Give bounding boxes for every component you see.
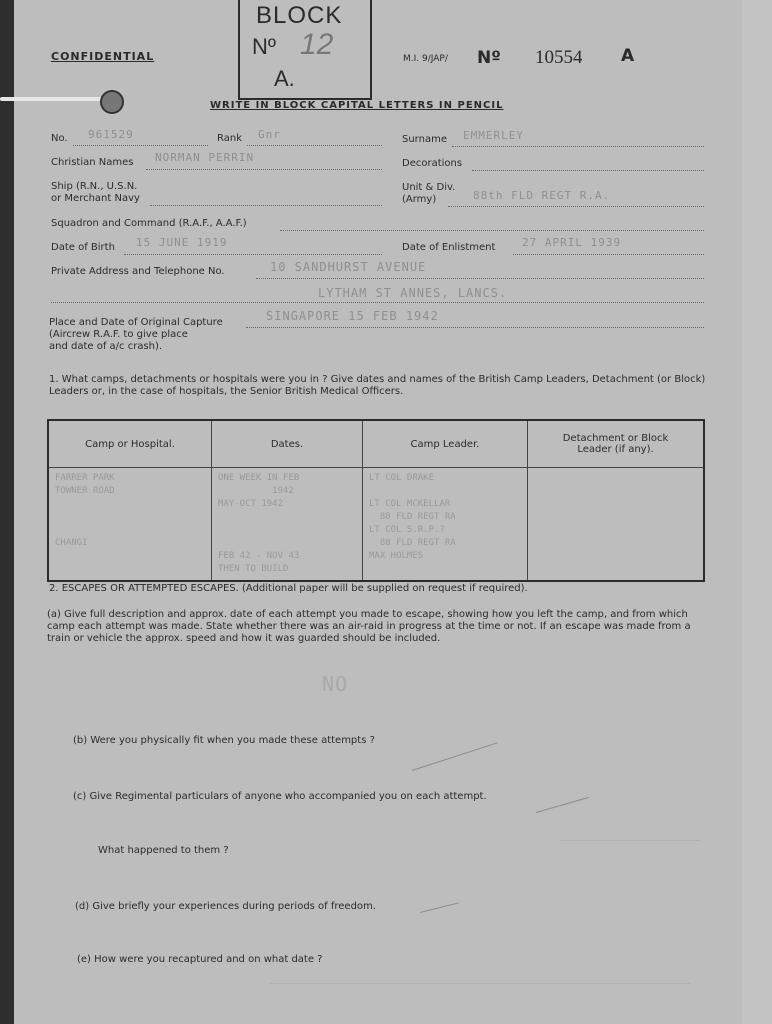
question-2e: (e) How were you recaptured and on what date ?: [77, 954, 323, 965]
christian-names-label: Christian Names: [51, 157, 134, 168]
camp-leader-entries: LT COL DRAKE LT COL MCKELLAR 88 FLD REGT RA LT COL S.R.P.? 88 FLD REGT RA MAX HOLMES: [369, 473, 456, 561]
tag-string: [0, 97, 110, 101]
question-2-heading: 2. ESCAPES OR ATTEMPTED ESCAPES. (Additional paper will be supplied on request if required).: [49, 583, 528, 594]
dob-line: [124, 254, 382, 255]
block-no-value: 12: [300, 28, 334, 61]
no-line: [73, 145, 208, 146]
ship-label-1: Ship (R.N., U.S.N.: [51, 181, 138, 192]
camp-entries: FARRER PARK TOWNER ROAD CHANGI: [55, 473, 115, 548]
camp-leader-header: Camp Leader.: [363, 420, 528, 468]
christian-names-line: [146, 169, 382, 170]
ship-label-2: or Merchant Navy: [51, 193, 140, 204]
faint-writing-e: [270, 983, 690, 984]
unit-label-1: Unit & Div.: [402, 182, 456, 193]
rank-line: [247, 145, 382, 146]
surname-value: EMMERLEY: [463, 129, 524, 142]
capture-label-3: and date of a/c crash).: [49, 341, 163, 352]
dates-header: Dates.: [212, 420, 363, 468]
enlistment-line: [513, 254, 704, 255]
address-value-1: 10 SANDHURST AVENUE: [270, 260, 427, 274]
confidential-heading: CONFIDENTIAL: [51, 50, 155, 63]
block-leader-header: Detachment or Block Leader (if any).: [528, 420, 705, 468]
block-label: BLOCK: [256, 2, 343, 29]
dates-entries: ONE WEEK IN FEB 1942 MAY-OCT 1942 FEB 42 - NOV 43 THEN TO BUILD: [218, 473, 300, 574]
question-2a: (a) Give full description and approx. date of each attempt you made to escape, showing how you left the camp, and from which camp each attempt was made. State whether there was an air-raid in progress at the time or not. If an escape was made from a train or vehicle the approx. speed and how it was guarded should be included.: [47, 609, 691, 644]
camp-leader-cell: [363, 468, 528, 582]
capture-line: [246, 327, 704, 328]
enlistment-label: Date of Enlistment: [402, 242, 496, 253]
unit-line: [448, 206, 704, 207]
unit-value: 88th FLD REGT R.A.: [473, 189, 611, 202]
dob-label: Date of Birth: [51, 242, 115, 253]
ref-no-label: Nº: [477, 48, 501, 68]
capture-label-2: (Aircrew R.A.F. to give place: [49, 329, 188, 340]
capture-value: SINGAPORE 15 FEB 1942: [266, 309, 439, 323]
ref-suffix: A: [621, 46, 635, 66]
enlistment-value: 27 APRIL 1939: [522, 236, 622, 249]
no-label: No.: [51, 133, 68, 144]
camp-cell: [48, 468, 212, 582]
question-2b: (b) Were you physically fit when you made these attempts ?: [73, 735, 375, 746]
surname-line: [452, 146, 704, 147]
decorations-label: Decorations: [402, 158, 463, 169]
unit-label-2: (Army): [402, 194, 437, 205]
question-2c: (c) Give Regimental particulars of anyone who accompanied you on each attempt.: [73, 791, 487, 802]
christian-names-value: NORMAN PERRIN: [155, 151, 255, 164]
surname-label: Surname: [402, 134, 447, 145]
ref-prefix: M.I. 9/JAP/: [403, 54, 448, 64]
decorations-line: [472, 170, 704, 171]
capture-label-1: Place and Date of Original Capture: [49, 317, 223, 328]
squadron-line: [280, 230, 704, 231]
address-label: Private Address and Telephone No.: [51, 266, 225, 277]
dob-value: 15 JUNE 1919: [136, 236, 228, 249]
no-value: 961529: [88, 128, 134, 141]
camp-header: Camp or Hospital.: [48, 420, 212, 468]
question-1: 1. What camps, detachments or hospitals were you in ? Give dates and names of the British Camp Leaders, Detachment (or Block) Leaders or, in the case of hospitals, the Senior British Medical Officers.: [49, 374, 706, 397]
address-value-2: LYTHAM ST ANNES, LANCS.: [318, 286, 508, 300]
instruction-heading: WRITE IN BLOCK CAPITAL LETTERS IN PENCIL: [210, 100, 504, 111]
punch-hole: [100, 90, 124, 114]
rank-value: Gnr: [258, 128, 281, 141]
block-no-label: Nº: [252, 34, 276, 59]
ship-line: [150, 205, 382, 206]
address-line-1: [256, 278, 704, 279]
question-2d: (d) Give briefly your experiences during periods of freedom.: [75, 901, 376, 912]
ref-number: 10554: [535, 47, 583, 68]
address-line-2: [51, 302, 704, 303]
block-letter: A.: [274, 66, 295, 91]
question-2c-followup: What happened to them ?: [98, 845, 229, 856]
camps-table: [47, 419, 705, 582]
squadron-label: Squadron and Command (R.A.F., A.A.F.): [51, 218, 247, 229]
question-2a-answer: NO: [322, 672, 349, 696]
dates-cell: [212, 468, 363, 582]
faint-writing-c: [560, 840, 700, 841]
block-leader-cell: [528, 468, 705, 582]
rank-label: Rank: [217, 133, 242, 144]
